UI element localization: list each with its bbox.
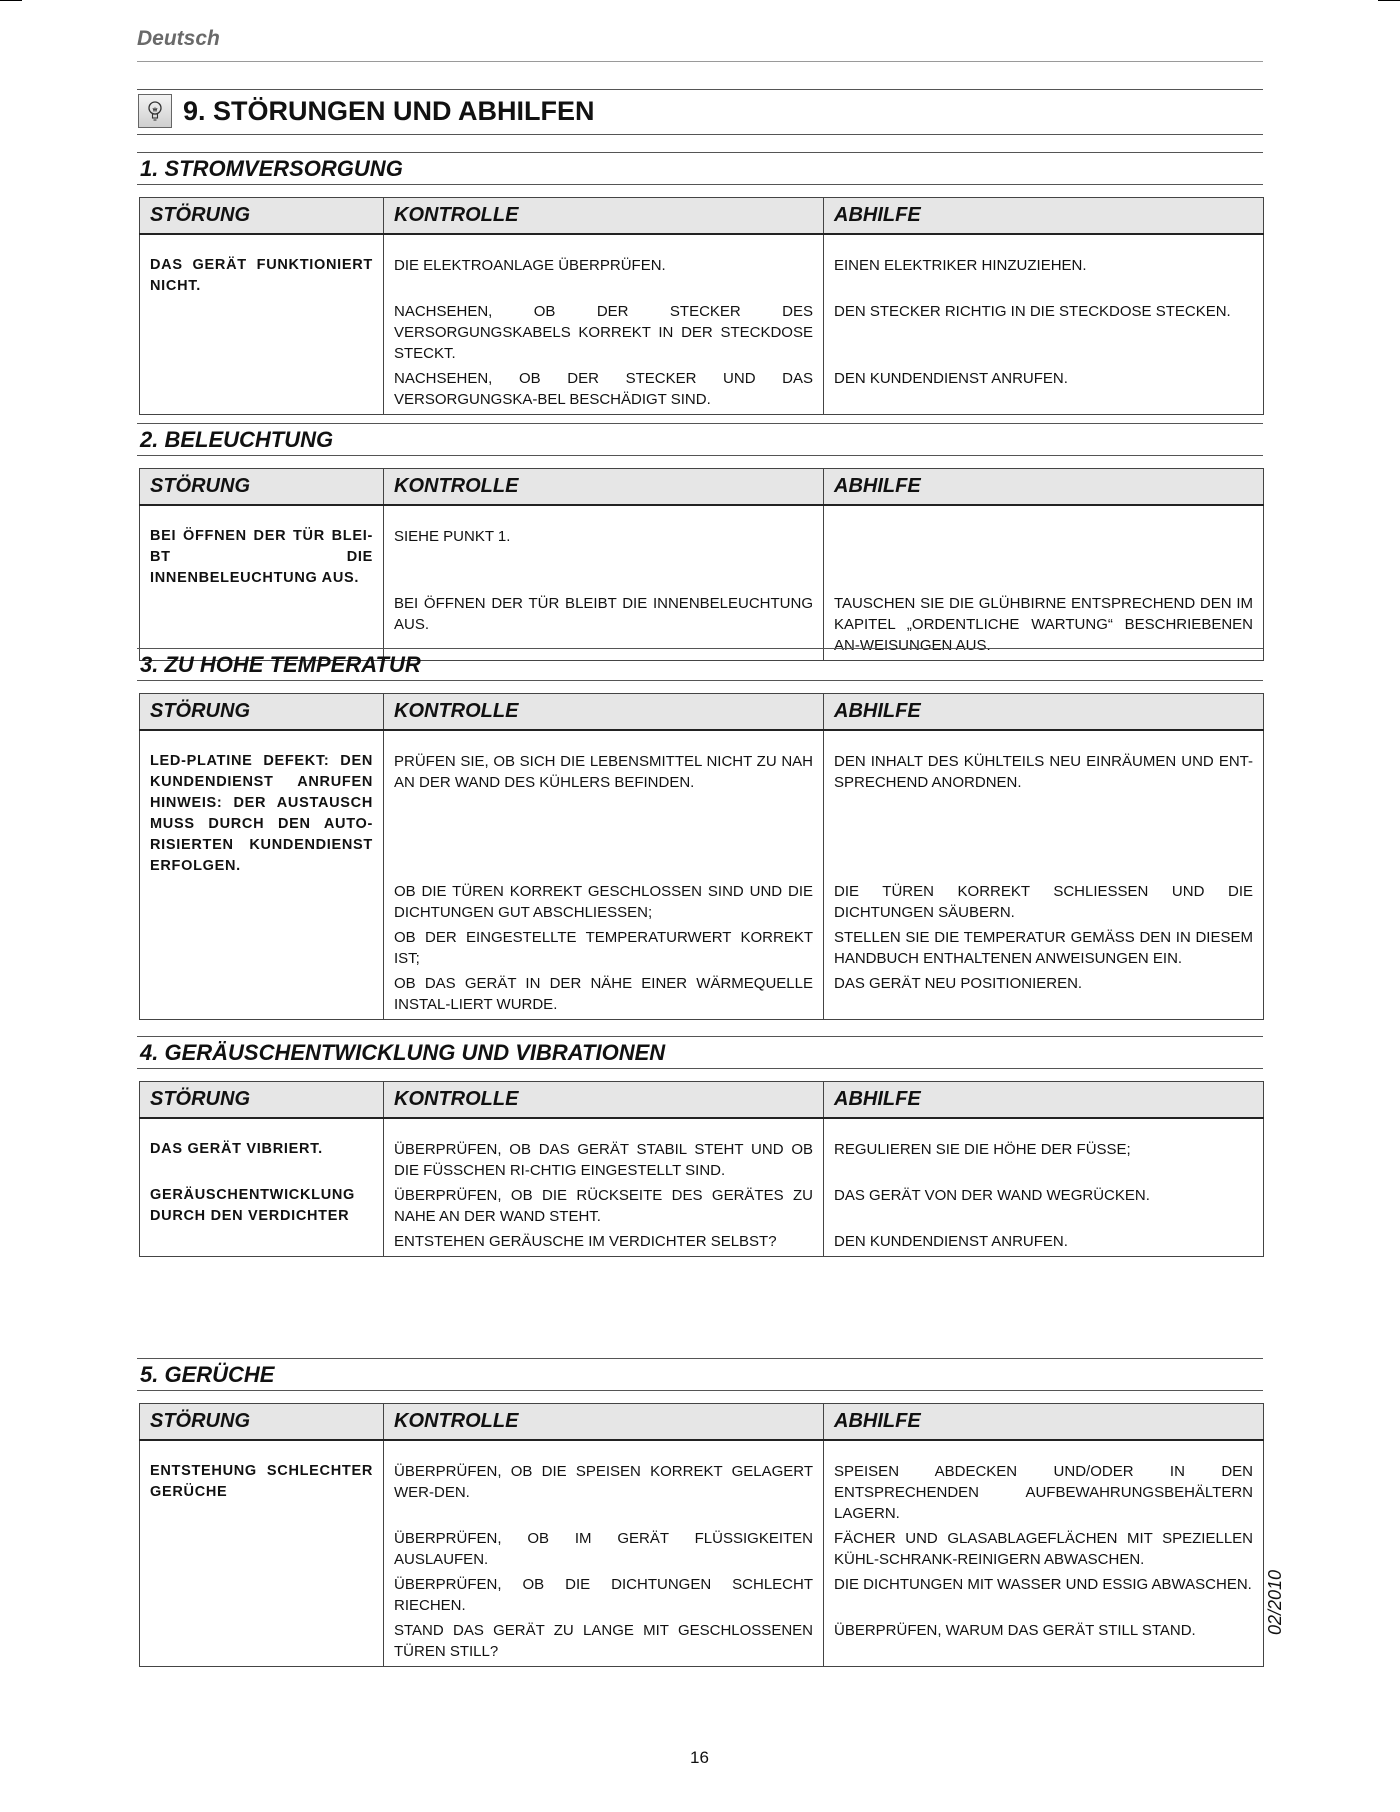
table-row [140,1528,1264,1574]
remedy-cell: FÄCHER UND GLASABLAGEFLÄCHEN MIT SPEZIELLEN KÜHL-SCHRANK-REINIGERN ABWASCHEN. [824,1528,1264,1574]
fault-cell: BEI ÖFFNEN DER TÜR BLEI-BT DIE INNENBELEUCHTUNG AUS. [140,505,384,593]
check-cell: NACHSEHEN, OB DER STECKER UND DAS VERSORGUNGSKA-BEL BESCHÄDIGT SIND. [384,368,824,415]
edition-date: 02/2010 [1265,1569,1285,1635]
section-5 [137,1358,1263,1667]
table-header-row [140,198,1264,235]
column-header-check: KONTROLLE [384,198,824,235]
column-header-fault: STÖRUNG [140,694,384,731]
fault-cell: ENTSTEHUNG SCHLECHTER GERÜCHE [140,1440,384,1528]
section-heading-bar [137,152,1263,185]
language-label: Deutsch [137,27,220,50]
section-title: 1. STROMVERSORGUNG [140,156,403,181]
remedy-cell: DAS GERÄT VON DER WAND WEGRÜCKEN. [824,1185,1264,1231]
check-cell: ÜBERPRÜFEN, OB DIE DICHTUNGEN SCHLECHT RIECHEN. [384,1574,824,1620]
table-row [140,730,1264,881]
remedy-cell: ÜBERPRÜFEN, WARUM DAS GERÄT STILL STAND. [824,1620,1264,1667]
column-header-fault: STÖRUNG [140,1404,384,1441]
section-title: 5. GERÜCHE [140,1362,275,1387]
column-header-fault: STÖRUNG [140,1082,384,1119]
lightbulb-icon [138,94,172,128]
section-2 [137,423,1263,661]
fault-cell [140,927,384,973]
chapter-title: 9. STÖRUNGEN UND ABHILFEN [183,96,595,126]
column-header-check: KONTROLLE [384,1404,824,1441]
troubleshooting-table [139,468,1264,661]
check-cell: ÜBERPRÜFEN, OB IM GERÄT FLÜSSIGKEITEN AUSLAUFEN. [384,1528,824,1574]
check-cell: ÜBERPRÜFEN, OB DIE RÜCKSEITE DES GERÄTES ZU NAHE AN DER WAND STEHT. [384,1185,824,1231]
troubleshooting-table [139,693,1264,1020]
fault-cell: DAS GERÄT FUNKTIONIERT NICHT. [140,234,384,301]
table-row [140,505,1264,593]
column-header-check: KONTROLLE [384,1082,824,1119]
column-header-fault: STÖRUNG [140,469,384,506]
section-heading-bar [137,648,1263,681]
check-cell: NACHSEHEN, OB DER STECKER DES VERSORGUNGSKABELS KORREKT IN DER STECKDOSE STECKT. [384,301,824,368]
fault-cell [140,1528,384,1574]
section-heading-bar [137,1036,1263,1069]
section-1 [137,152,1263,415]
fault-cell: LED-PLATINE DEFEKT: DEN KUNDENDIENST ANRUFEN HINWEIS: DER AUSTAUSCH MUSS DURCH DEN AUTO-RISIERTEN KUNDENDIENST ERFOLGEN. [140,730,384,881]
check-cell: ÜBERPRÜFEN, OB DAS GERÄT STABIL STEHT UND OB DIE FÜSSCHEN RI-CHTIG EINGESTELLT SIND. [384,1118,824,1185]
table-row [140,1574,1264,1620]
fault-cell [140,1231,384,1257]
column-header-remedy: ABHILFE [824,198,1264,235]
fault-cell [140,973,384,1020]
fault-cell [140,881,384,927]
table-row [140,368,1264,415]
section-4 [137,1036,1263,1257]
column-header-check: KONTROLLE [384,694,824,731]
troubleshooting-table [139,1403,1264,1667]
check-cell: SIEHE PUNKT 1. [384,505,824,593]
table-row [140,234,1264,301]
table-header-row [140,469,1264,506]
fault-cell [140,301,384,368]
remedy-cell: DIE DICHTUNGEN MIT WASSER UND ESSIG ABWASCHEN. [824,1574,1264,1620]
crop-mark-right [1378,0,1400,1]
table-row [140,927,1264,973]
check-cell: BEI ÖFFNEN DER TÜR BLEIBT DIE INNENBELEUCHTUNG AUS. [384,593,824,661]
check-cell: ENTSTEHEN GERÄUSCHE IM VERDICHTER SELBST? [384,1231,824,1257]
remedy-cell: DEN KUNDENDIENST ANRUFEN. [824,368,1264,415]
table-row [140,973,1264,1020]
remedy-cell: EINEN ELEKTRIKER HINZUZIEHEN. [824,234,1264,301]
remedy-cell: REGULIEREN SIE DIE HÖHE DER FÜSSE; [824,1118,1264,1185]
check-cell: ÜBERPRÜFEN, OB DIE SPEISEN KORREKT GELAGERT WER-DEN. [384,1440,824,1528]
fault-cell [140,1574,384,1620]
fault-cell: DAS GERÄT VIBRIERT. [140,1118,384,1185]
check-cell: OB DIE TÜREN KORREKT GESCHLOSSEN SIND UND DIE DICHTUNGEN GUT ABSCHLIESSEN; [384,881,824,927]
section-heading-bar [137,423,1263,456]
table-row [140,1620,1264,1667]
section-title: 4. GERÄUSCHENTWICKLUNG UND VIBRATIONEN [140,1040,666,1065]
column-header-check: KONTROLLE [384,469,824,506]
check-cell: STAND DAS GERÄT ZU LANGE MIT GESCHLOSSENEN TÜREN STILL? [384,1620,824,1667]
troubleshooting-table [139,1081,1264,1257]
remedy-cell: DEN KUNDENDIENST ANRUFEN. [824,1231,1264,1257]
table-row [140,881,1264,927]
check-cell: OB DER EINGESTELLTE TEMPERATURWERT KORREKT IST; [384,927,824,973]
section-3 [137,648,1263,1020]
fault-cell [140,1620,384,1667]
remedy-cell: DEN STECKER RICHTIG IN DIE STECKDOSE STECKEN. [824,301,1264,368]
section-title: 2. BELEUCHTUNG [140,427,334,452]
remedy-cell: DIE TÜREN KORREKT SCHLIESSEN UND DIE DICHTUNGEN SÄUBERN. [824,881,1264,927]
fault-cell [140,368,384,415]
table-row [140,1118,1264,1185]
remedy-cell [824,505,1264,593]
page-number: 16 [690,1748,709,1767]
column-header-remedy: ABHILFE [824,694,1264,731]
remedy-cell: DAS GERÄT NEU POSITIONIEREN. [824,973,1264,1020]
table-header-row [140,1082,1264,1119]
remedy-cell: TAUSCHEN SIE DIE GLÜHBIRNE ENTSPRECHEND DEN IM KAPITEL „ORDENTLICHE WARTUNG“ BESCHRIEBENEN AN-WEISUNGEN AUS. [824,593,1264,661]
chapter-title-bar [137,89,1263,135]
table-row [140,1231,1264,1257]
check-cell: DIE ELEKTROANLAGE ÜBERPRÜFEN. [384,234,824,301]
column-header-fault: STÖRUNG [140,198,384,235]
remedy-cell: SPEISEN ABDECKEN UND/ODER IN DEN ENTSPRECHENDEN AUFBEWAHRUNGSBEHÄLTERN LAGERN. [824,1440,1264,1528]
fault-cell: GERÄUSCHENTWICKLUNG DURCH DEN VERDICHTER [140,1185,384,1231]
crop-mark-left [0,0,22,1]
table-row [140,1185,1264,1231]
section-title: 3. ZU HOHE TEMPERATUR [140,652,421,677]
table-header-row [140,1404,1264,1441]
troubleshooting-table [139,197,1264,415]
remedy-cell: STELLEN SIE DIE TEMPERATUR GEMÄSS DEN IN DIESEM HANDBUCH ENTHALTENEN ANWEISUNGEN EIN. [824,927,1264,973]
remedy-cell: DEN INHALT DES KÜHLTEILS NEU EINRÄUMEN UND ENT-SPRECHEND ANORDNEN. [824,730,1264,881]
section-heading-bar [137,1358,1263,1391]
table-header-row [140,694,1264,731]
table-row [140,1440,1264,1528]
column-header-remedy: ABHILFE [824,469,1264,506]
check-cell: OB DAS GERÄT IN DER NÄHE EINER WÄRMEQUELLE INSTAL-LIERT WURDE. [384,973,824,1020]
column-header-remedy: ABHILFE [824,1082,1264,1119]
column-header-remedy: ABHILFE [824,1404,1264,1441]
table-row [140,301,1264,368]
header-divider [137,61,1263,62]
check-cell: PRÜFEN SIE, OB SICH DIE LEBENSMITTEL NICHT ZU NAH AN DER WAND DES KÜHLERS BEFINDEN. [384,730,824,881]
